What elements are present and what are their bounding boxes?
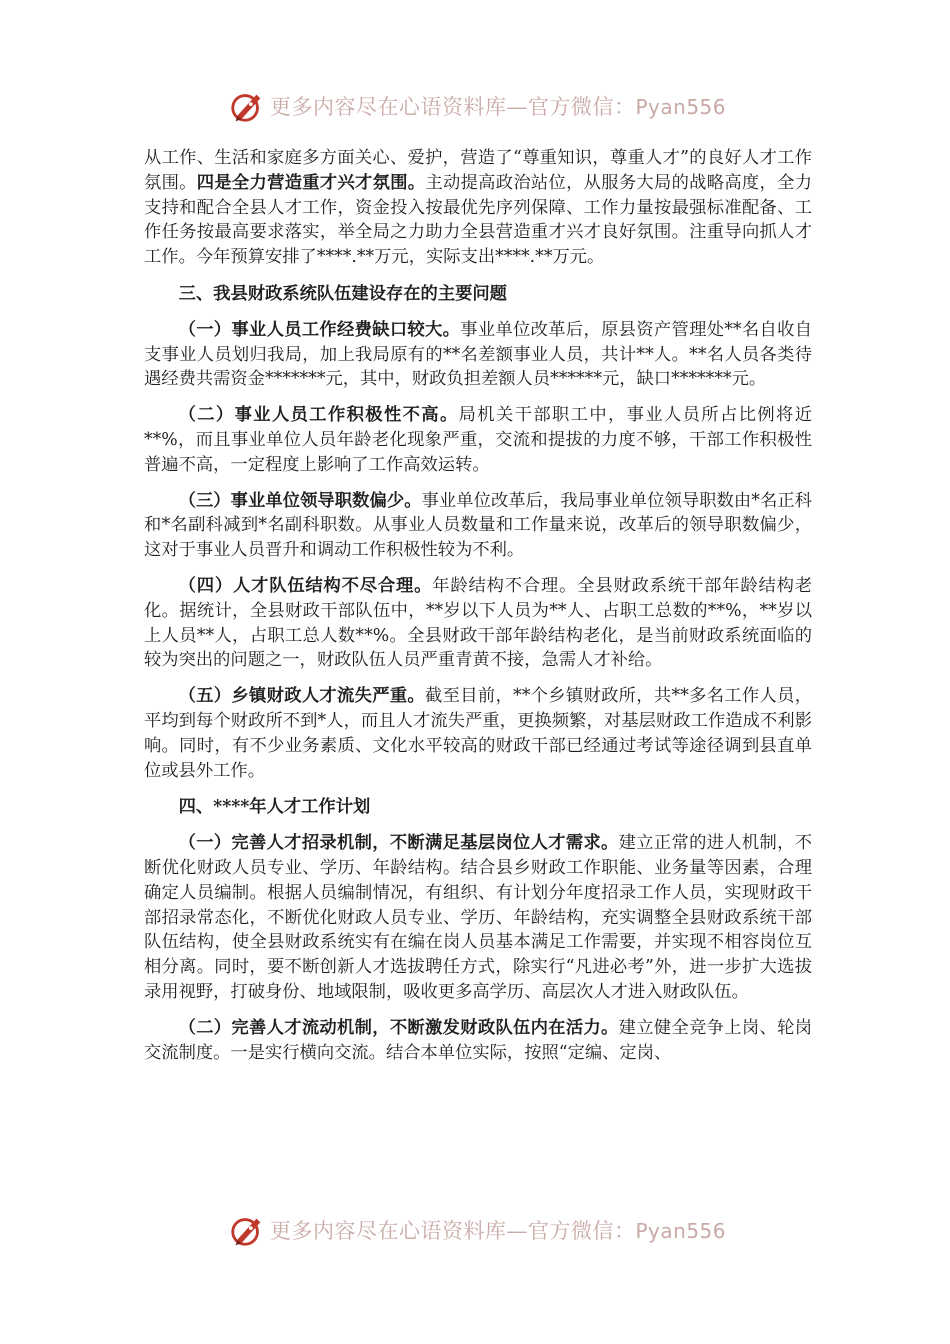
plan-paragraph-2: （二）完善人才流动机制，不断激发财政队伍内在活力。建立健全竞争上岗、轮岗交流制度。一是实行横向交流。结合本单位实际，按照“定编、定岗、 bbox=[144, 1017, 812, 1063]
problem-paragraph-1: （一）事业人员工作经费缺口较大。事业单位改革后，原县资产管理处**名自收自支事业人员划归我局，加上我局原有的**名差额事业人员，共计**人。**名人员各类待遇经费共需资金*******元，其中，财政负担差额人员******元，缺口*******元。 bbox=[144, 319, 812, 390]
plan-paragraph-1: （一）完善人才招录机制，不断满足基层岗位人才需求。建立正常的进人机制，不断优化财政人员专业、学历、年龄结构。结合县乡财政工作职能、业务量等因素，合理确定人员编制。根据人员编制情况，有组织、有计划分年度招录工作人员，实现财政干部招录常态化，不断优化财政人员专业、学历、年龄结构，充实调整全县财政系统干部队伍结构，使全县财政系统实有在编在岗人员基本满足工作需要，并实现不相容岗位互相分离。同时，要不断创新人才选拔聘任方式，除实行“凡进必考”外，进一步扩大选拔录用视野，打破身份、地域限制，吸收更多高学历、高层次人才进入财政队伍。 bbox=[144, 833, 812, 1002]
wechat-id: Pyan556 bbox=[635, 95, 727, 119]
wechat-id: Pyan556 bbox=[635, 1219, 727, 1243]
problem-paragraph-5: （五）乡镇财政人才流失严重。截至目前，**个乡镇财政所，共**多名工作人员，平均到每个财政所不到*人，而且人才流失严重，更换频繁，对基层财政工作造成不利影响。同时，有不少业务素质、文化水平较高的财政干部已经通过考试等途径调到县直单位或县外工作。 bbox=[144, 686, 812, 781]
problem-paragraph-2: （二）事业人员工作积极性不高。局机关干部职工中，事业人员所占比例将近**%，而且事业单位人员年龄老化现象严重，交流和提拔的力度不够，干部工作积极性普遍不高，一定程度上影响了工作高效运转。 bbox=[144, 405, 812, 475]
pen-logo-icon bbox=[228, 1211, 266, 1249]
problem-paragraph-4: （四）人才队伍结构不尽合理。年龄结构不合理。全县财政系统干部年龄结构老化。据统计，全县财政干部队伍中，**岁以下人员为**人、占职工总数的**%，**岁以上人员**人，占职工总人数**%。全县财政干部年龄结构老化，是当前财政系统面临的较为突出的问题之一，财政队伍人员严重青黄不接，急需人才补给。 bbox=[144, 575, 812, 671]
section-heading-4: 四、****年人才工作计划 bbox=[178, 797, 371, 818]
watermark-text: 更多内容尽在心语资料库—官方微信：Pyan556 bbox=[270, 1219, 727, 1243]
watermark-banner-bottom bbox=[228, 1210, 726, 1250]
watermark-banner-top bbox=[228, 86, 726, 126]
problem-paragraph-3: （三）事业单位领导职数偏少。事业单位改革后，我局事业单位领导职数由*名正科和*名副科减到*名副科职数。从事业人员数量和工作量来说，改革后的领导职数偏少，这对于事业人员晋升和调动工作积极性较为不利。 bbox=[144, 490, 812, 561]
watermark-text: 更多内容尽在心语资料库—官方微信：Pyan556 bbox=[270, 95, 727, 119]
paragraph-intro: 从工作、生活和家庭多方面关心、爱护，营造了“尊重知识，尊重人才”的良好人才工作氛围。四是全力营造重才兴才氛围。主动提高政治站位，从服务大局的战略高度，全力支持和配合全县人才工作，资金投入按最优先序列保障、工作力量按最强标准配备、工作任务按最高要求落实，举全局之力助力全县营造重才兴才良好氛围。注重导向抓人才工作。今年预算安排了****.**万元，实际支出****.**万元。 bbox=[144, 148, 812, 268]
pen-logo-icon bbox=[228, 87, 266, 125]
section-heading-3: 三、我县财政系统队伍建设存在的主要问题 bbox=[178, 283, 507, 304]
document-body bbox=[144, 146, 812, 1065]
